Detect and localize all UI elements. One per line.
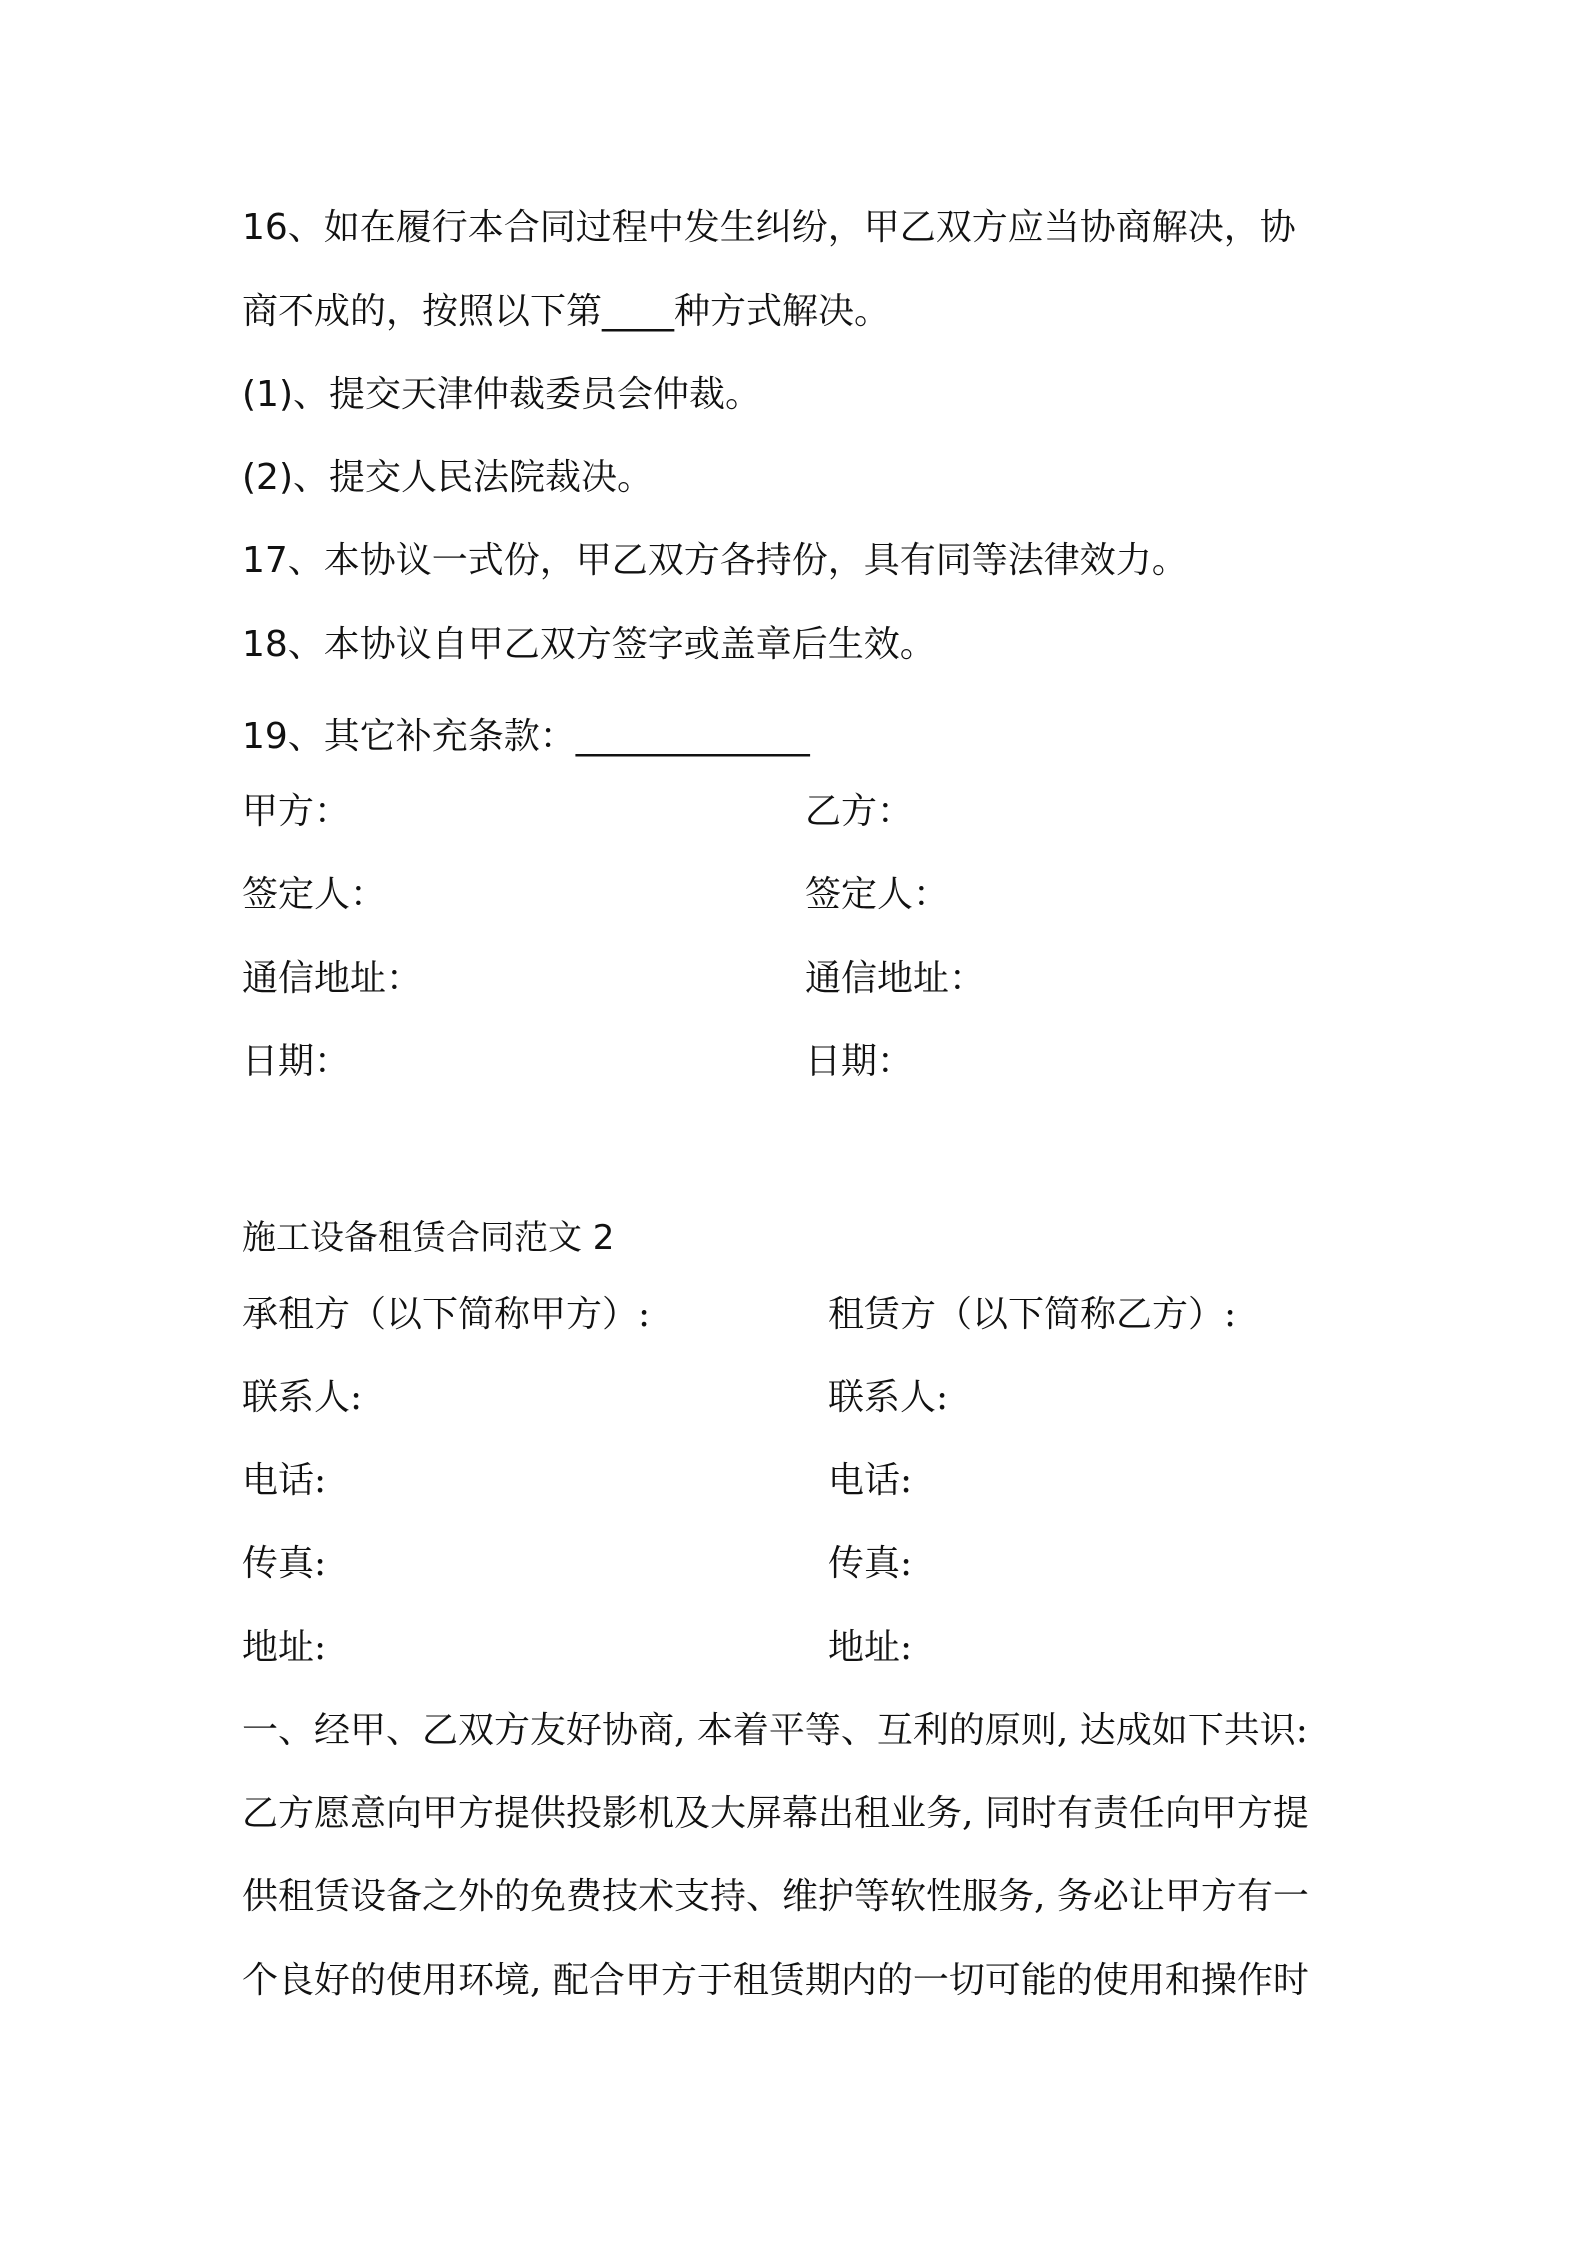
clause-17: 17、本协议一式份，甲乙双方各持份，具有同等法律效力。 bbox=[242, 540, 1188, 581]
fax-b-label: 传真: bbox=[828, 1543, 913, 1584]
clause-16-line-2: 商不成的，按照以下第____种方式解决。 bbox=[242, 291, 891, 332]
phone-a-label: 电话: bbox=[242, 1460, 327, 1501]
signer-b-label: 签定人： bbox=[805, 874, 950, 915]
lessee-label: 承租方（以下简称甲方）: bbox=[242, 1294, 651, 1335]
clause-18: 18、本协议自甲乙双方签字或盖章后生效。 bbox=[242, 624, 936, 665]
agreement-para-line-4: 个良好的使用环境, 配合甲方于租赁期内的一切可能的使用和操作时 bbox=[242, 1960, 1309, 2001]
clause-19: 19、其它补充条款：_____________ bbox=[242, 716, 810, 757]
signer-a-label: 签定人： bbox=[242, 874, 387, 915]
option-2: (2)、提交人民法院裁决。 bbox=[242, 457, 653, 498]
party-a-label: 甲方： bbox=[242, 791, 351, 832]
addr-a-label: 地址: bbox=[242, 1627, 327, 1668]
address-b-label: 通信地址： bbox=[805, 958, 986, 999]
option-1: (1)、提交天津仲裁委员会仲裁。 bbox=[242, 374, 761, 415]
section-title: 施工设备租赁合同范文 2 bbox=[242, 1218, 615, 1258]
addr-b-label: 地址: bbox=[828, 1627, 913, 1668]
agreement-para-line-3: 供租赁设备之外的免费技术支持、维护等软性服务, 务必让甲方有一 bbox=[242, 1876, 1309, 1917]
address-a-label: 通信地址： bbox=[242, 958, 423, 999]
contact-a-label: 联系人: bbox=[242, 1377, 363, 1418]
contact-b-label: 联系人: bbox=[828, 1377, 949, 1418]
clause-16-line-1: 16、如在履行本合同过程中发生纠纷，甲乙双方应当协商解决，协 bbox=[242, 207, 1296, 248]
phone-b-label: 电话: bbox=[828, 1460, 913, 1501]
agreement-para-line-2: 乙方愿意向甲方提供投影机及大屏幕出租业务, 同时有责任向甲方提 bbox=[242, 1793, 1309, 1834]
agreement-para-line-1: 一、经甲、乙双方友好协商, 本着平等、互利的原则, 达成如下共识: bbox=[242, 1710, 1308, 1751]
date-a-label: 日期： bbox=[242, 1041, 351, 1082]
fax-a-label: 传真: bbox=[242, 1543, 327, 1584]
party-b-label: 乙方： bbox=[805, 791, 914, 832]
lessor-label: 租赁方（以下简称乙方）: bbox=[828, 1294, 1237, 1335]
date-b-label: 日期： bbox=[805, 1041, 914, 1082]
